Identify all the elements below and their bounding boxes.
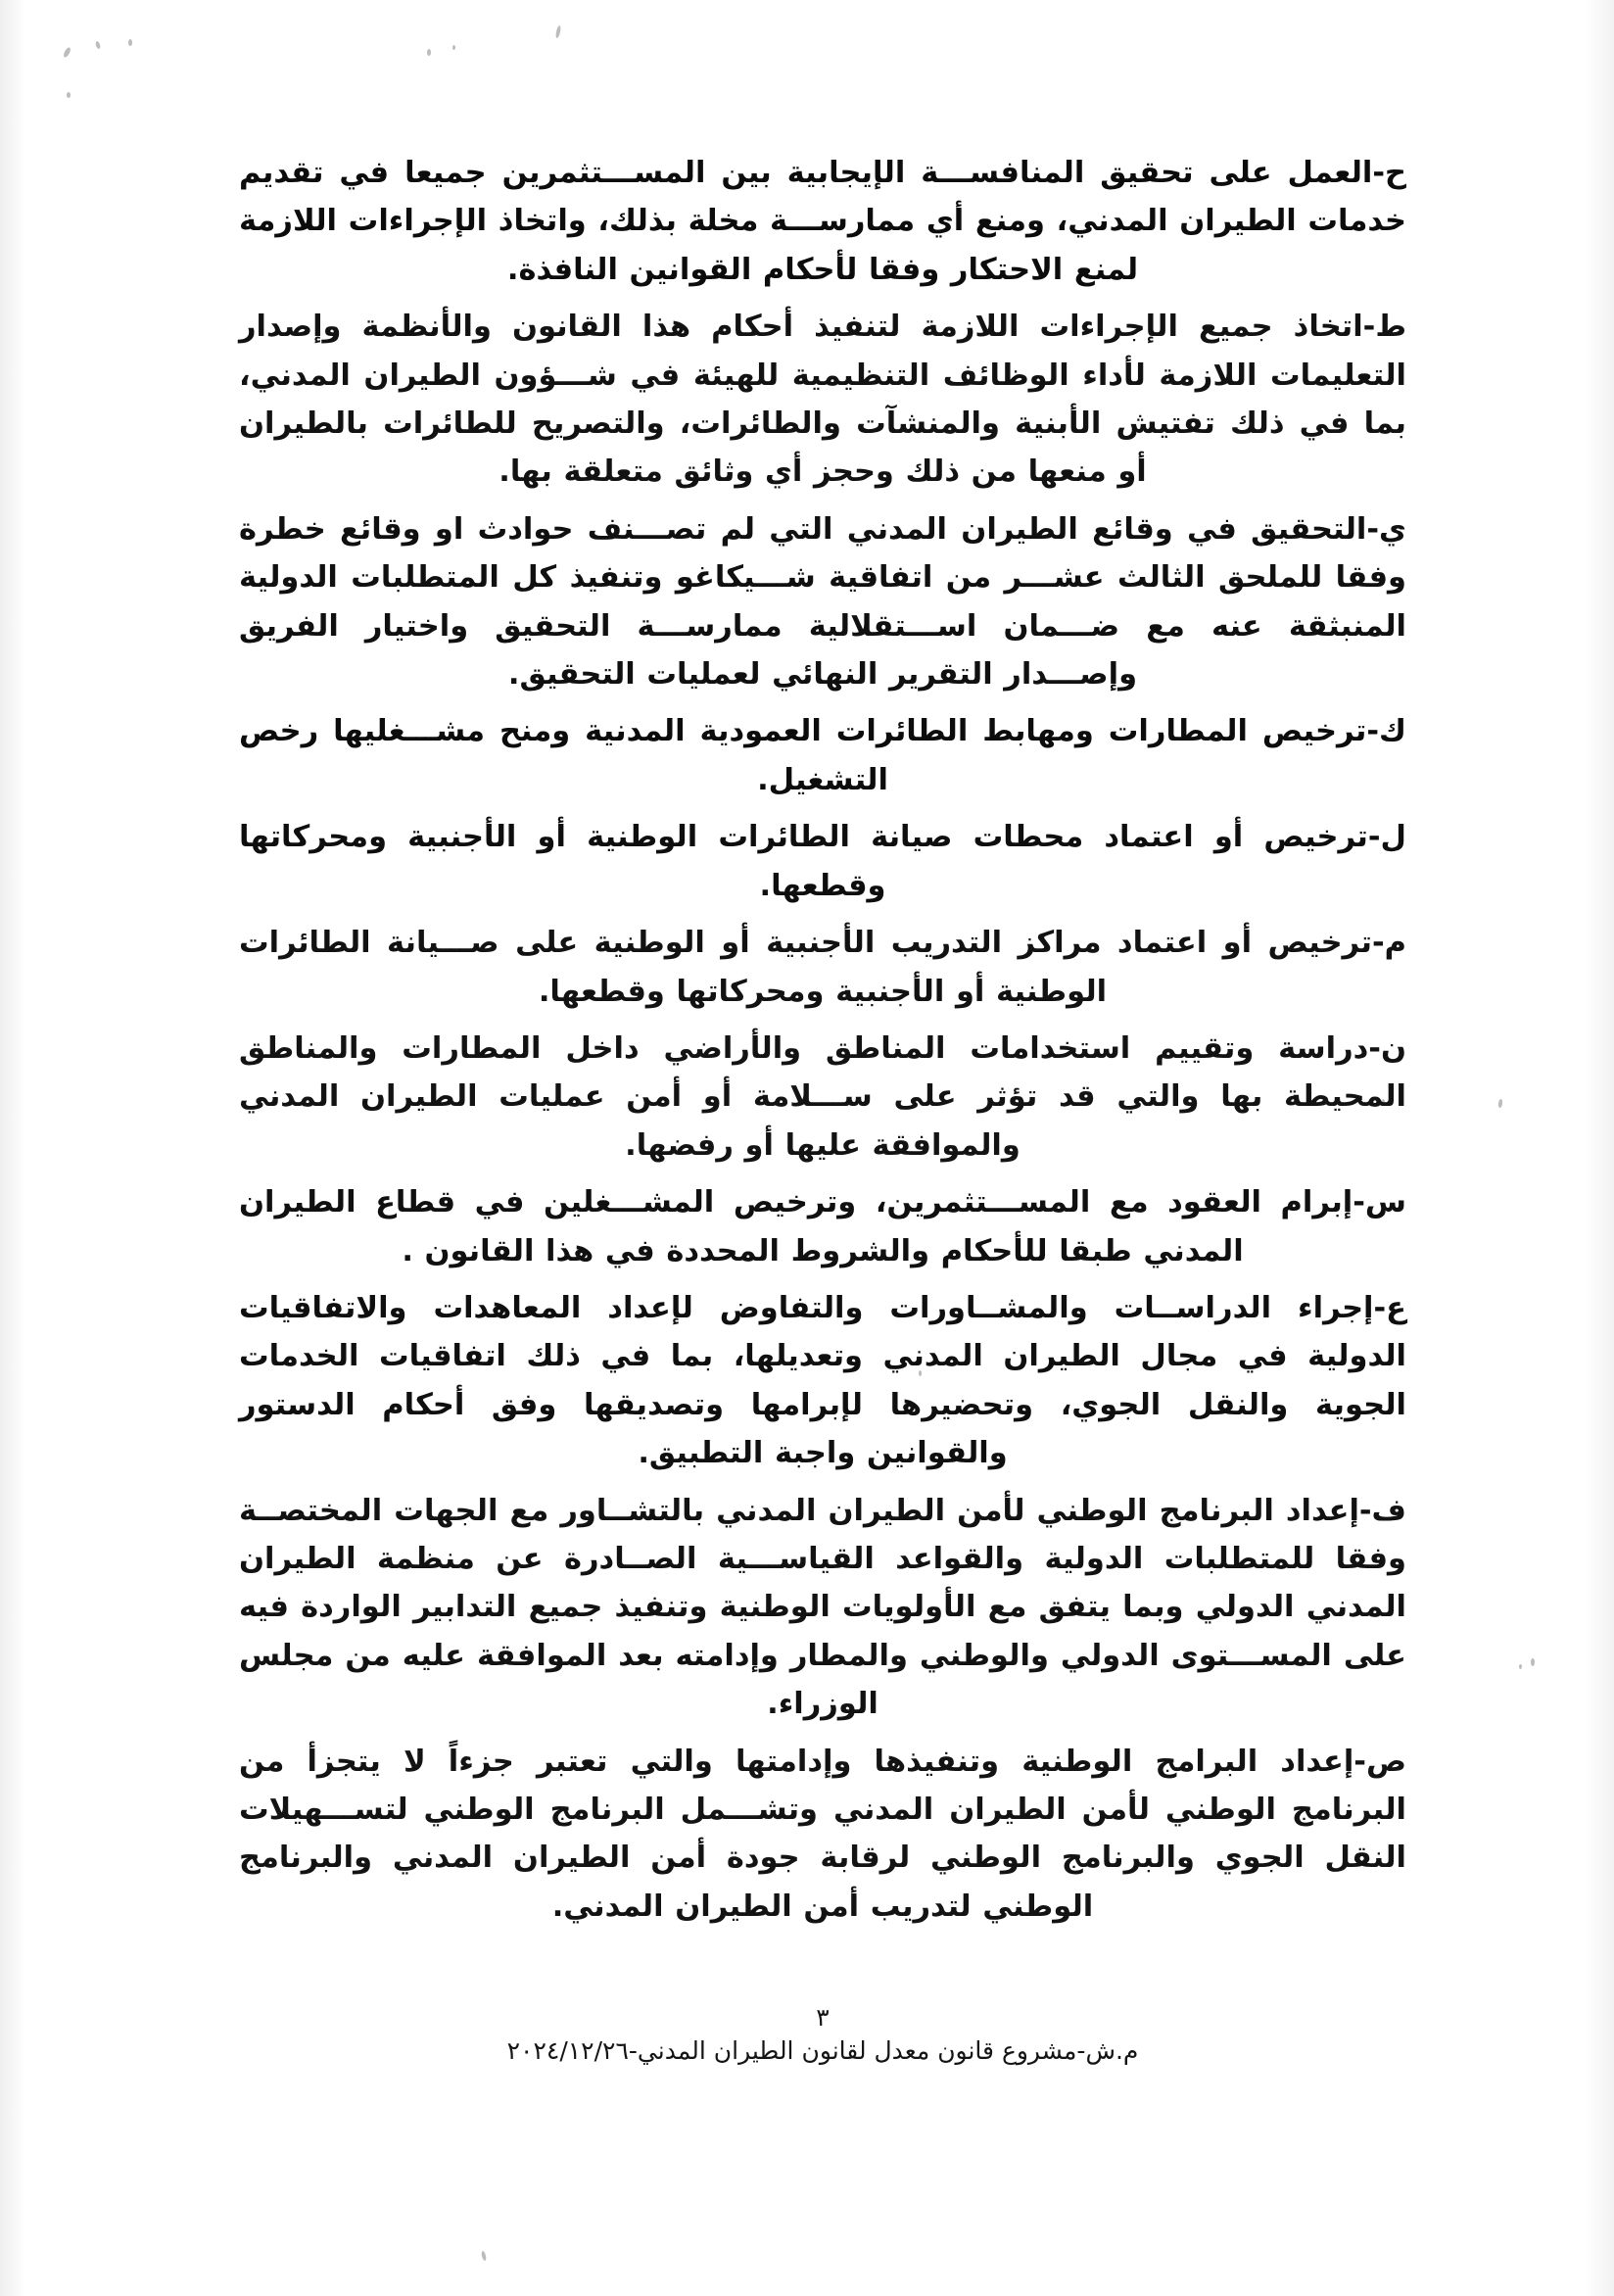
clause-item-yaa: ي-التحقيق في وقائع الطيران المدني التي لم تصـــنف حوادث او وقائع خطرة وفقا للملحق الثالث عشـــر من اتفاقية شـــيكاغو وتنفيذ كل المتطلبات الدولية المنبثقة عنه مع ضـــمان اســـتقلالية ممارســـة التحقيق واختيار الفريق وإصـــدار التقرير النهائي لعمليات التحقيق.: [239, 511, 1406, 693]
scan-speckle: [95, 41, 101, 50]
scan-speckle: [481, 2251, 487, 2262]
scan-speckle: [427, 49, 431, 56]
clause-item-meem: م-ترخيص أو اعتماد مراكز التدريب الأجنبية أو الوطنية على صـــيانة الطائرات الوطنية أو الأجنبية ومحركاتها وقطعها.: [239, 926, 1406, 1009]
clause-item-saad: ص-إعداد البرامج الوطنية وتنفيذها وإدامتها والتي تعتبر جزءاً لا يتجزأ من البرنامج الوطني لأمن الطيران المدني وتشـــمل البرنامج الوطني لتســـهيلات النقل الجوي والبرنامج الوطني لرقابة جودة أمن الطيران المدني والبرنامج الوطني لتدريب أمن الطيران المدني.: [239, 1744, 1406, 1924]
clause-item-haa: ح-العمل على تحقيق المنافســـة الإيجابية بين المســـتثمرين جميعا في تقديم خدمات الطيران المدني، ومنع أي ممارســـة مخلة بذلك، واتخاذ الإجراءات اللازمة لمنع الاحتكار وفقا لأحكام القوانين النافذة.: [239, 156, 1406, 287]
scan-speckle: [67, 92, 71, 98]
clause-item-taa: ط-اتخاذ جميع الإجراءات اللازمة لتنفيذ أحكام هذا القانون والأنظمة وإصدار التعليمات اللازمة لأداء الوظائف التنظيمية للهيئة في شـــؤون الطيران المدني، بما في ذلك تفتيش الأبنية والمنشآت والطائرات، والتصريح للطائرات بالطيران أو منعها من ذلك وحجز أي وثائق متعلقة بها.: [239, 310, 1406, 490]
clause-item-kaf: ك-ترخيص المطارات ومهابط الطائرات العمودية المدنية ومنح مشـــغليها رخص التشغيل.: [239, 714, 1406, 797]
clause-item-lam: ل-ترخيص أو اعتماد محطات صيانة الطائرات الوطنية أو الأجنبية ومحركاتها وقطعها.: [239, 820, 1406, 903]
page-number: ٣: [816, 2003, 830, 2032]
scan-speckle: [555, 25, 562, 39]
scan-speckle: [452, 45, 455, 50]
clause-item-faa: ف-إعداد البرنامج الوطني لأمن الطيران المدني بالتشــاور مع الجهات المختصــة وفقا للمتطلبات الدولية والقواعد القياســـية الصــادرة عن منظمة الطيران المدني الدولي وبما يتفق مع الأولويات الوطنية وتنفيذ جميع التدابير الواردة فيه على المســـتوى الدولي والوطني والمطار وإدامته بعد الموافقة عليه من مجلس الوزراء.: [239, 1493, 1406, 1722]
scan-speckle: [63, 46, 72, 58]
scan-speckle: [1519, 1664, 1522, 1669]
scan-edge-left: [0, 0, 25, 2296]
clause-list: [239, 149, 1406, 1931]
scan-speckle: [128, 39, 132, 46]
clause-item-seen: س-إبرام العقود مع المســـتثمرين، وترخيص المشـــغلين في قطاع الطيران المدني طبقا للأحكام والشروط المحددة في هذا القانون .: [239, 1185, 1406, 1268]
clause-item-noon: ن-دراسة وتقييم استخدامات المناطق والأراضي داخل المطارات والمناطق المحيطة بها والتي قد تؤثر على ســـلامة أو أمن عمليات الطيران المدني والموافقة عليها أو رفضها.: [239, 1030, 1406, 1163]
clause-item-ayn: ع-إجراء الدراســات والمشــاورات والتفاوض لإعداد المعاهدات والاتفاقيات الدولية في مجال الطيران المدني وتعديلها، بما في ذلك اتفاقيات الخدمات الجوية والنقل الجوي، وتحضيرها لإبرامها وتصديقها وفق أحكام الدستور والقوانين واجبة التطبيق.: [239, 1290, 1406, 1471]
page-footer: [239, 2004, 1406, 2066]
footer-reference: م.ش-مشروع قانون معدل لقانون الطيران المدني-٢٠٢٤/١٢/٢٦: [506, 2035, 1139, 2065]
scan-edge-right: [1585, 0, 1614, 2296]
scan-speckle: [1531, 1658, 1535, 1666]
scan-speckle: [1497, 1099, 1502, 1108]
